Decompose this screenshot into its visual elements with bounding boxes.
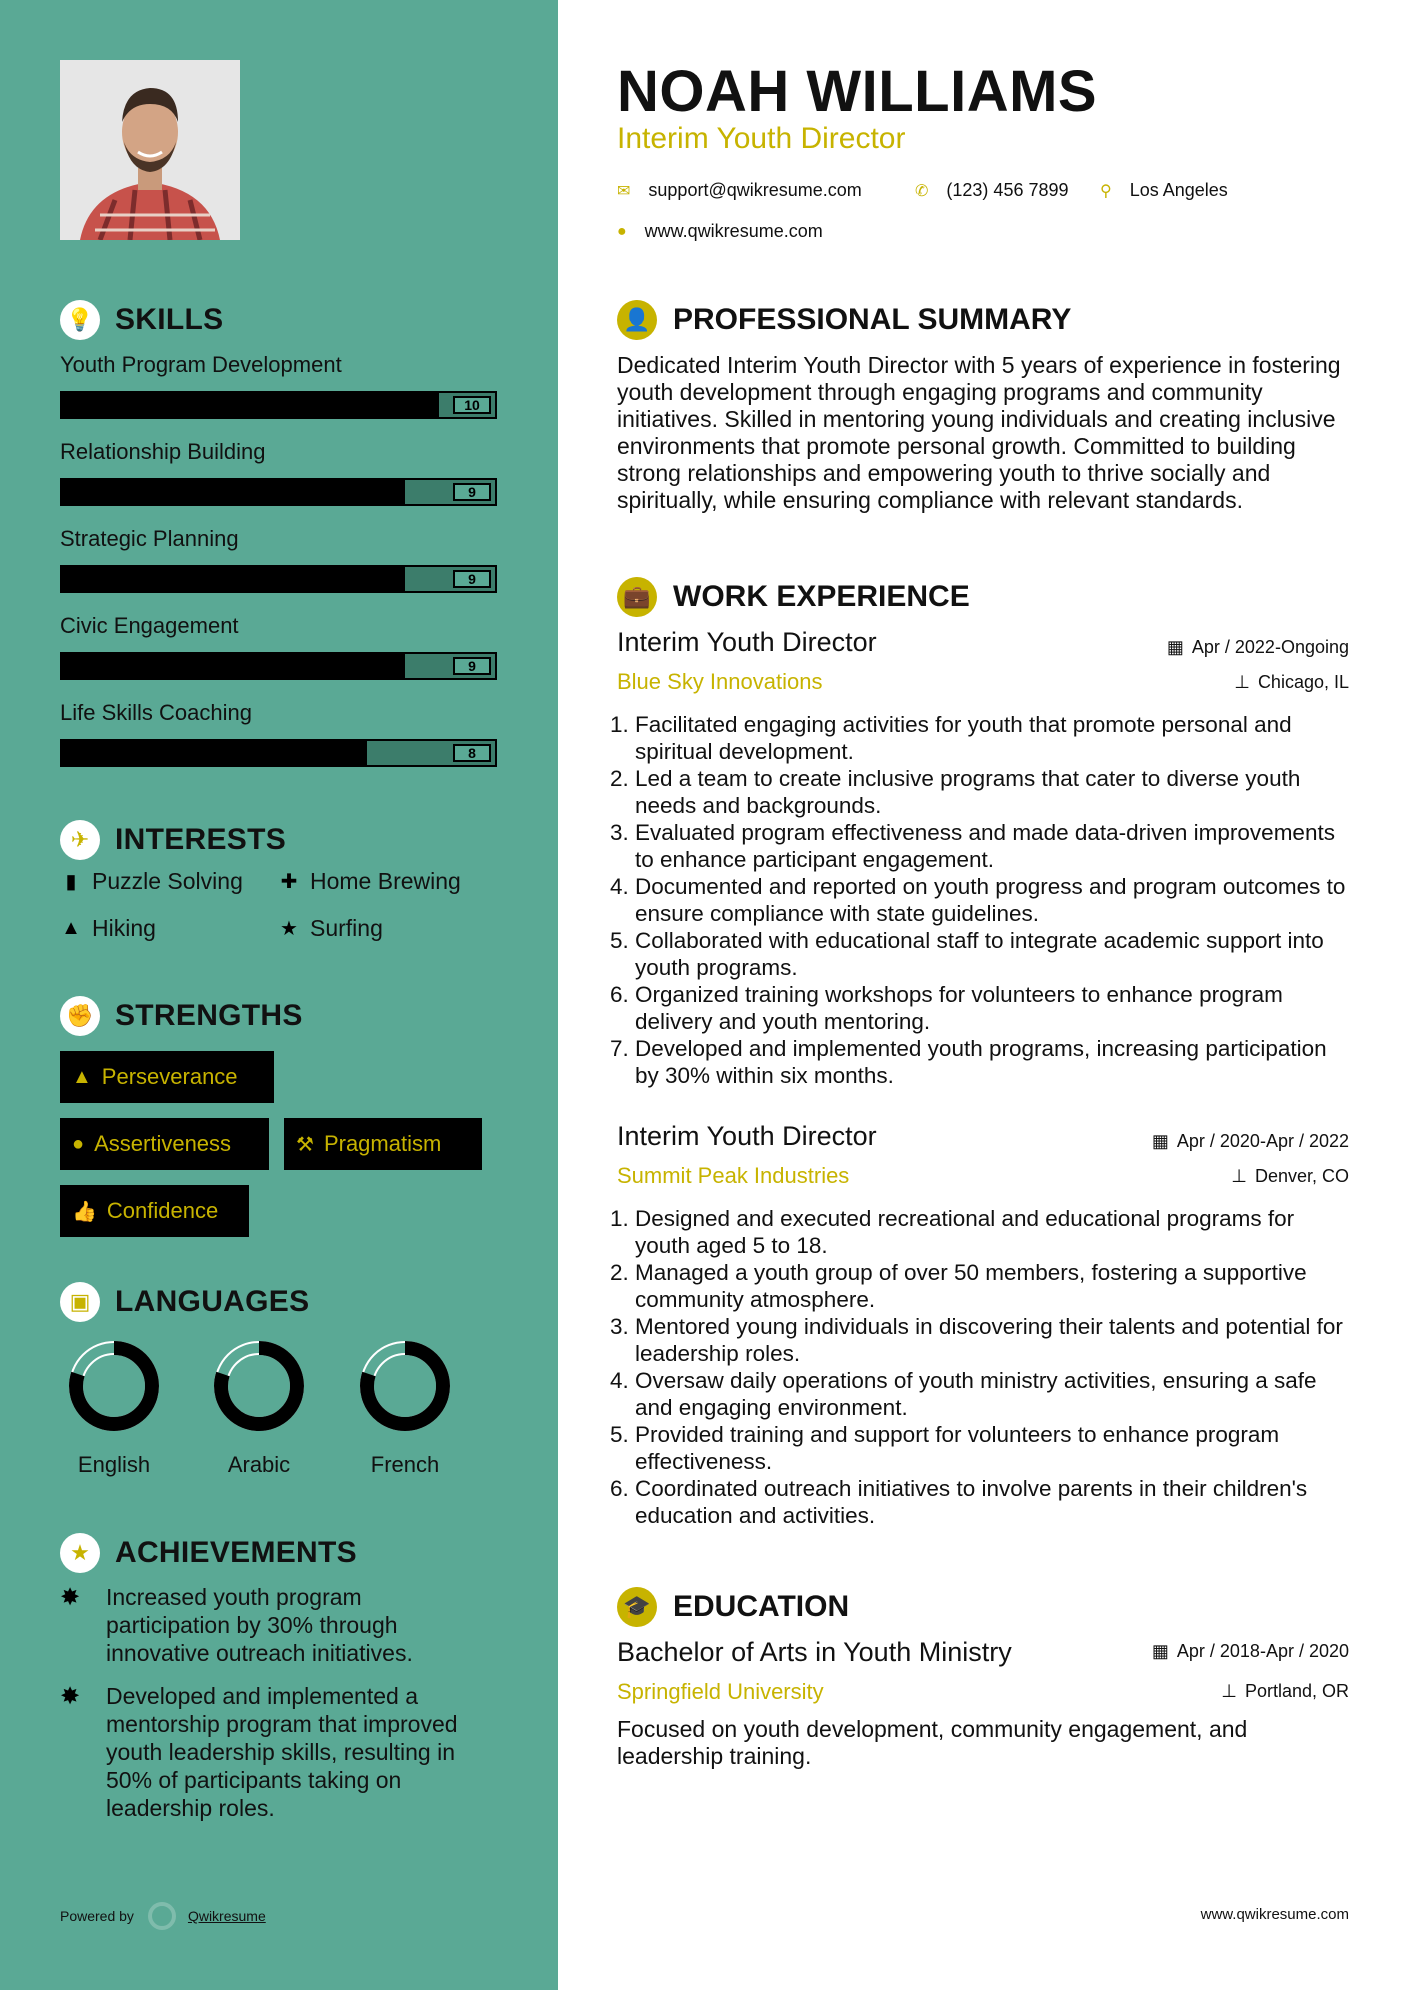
sidebar [0, 0, 558, 1990]
calendar-icon: ▦ [1151, 1131, 1169, 1151]
calendar-icon: ▦ [1166, 637, 1184, 657]
language-ring [211, 1338, 307, 1434]
star-burst-icon: ✸ [60, 1584, 81, 1611]
duty-number: 2. [610, 1260, 629, 1285]
duty-text: Evaluated program effectiveness and made data-driven improvements to enhance participant engagement. [635, 820, 1335, 872]
language-ring [357, 1338, 453, 1434]
contact-location: ⚲ Los Angeles [1100, 180, 1228, 200]
duty-text: Oversaw daily operations of youth ministry activities, ensuring a safe and engaging environment. [635, 1368, 1317, 1420]
education-location: ⊥ Portland, OR [1221, 1681, 1349, 1701]
book-icon: ▮ [65, 871, 77, 893]
skill-level-fill [62, 480, 405, 504]
duty-text: Organized training workshops for volunteers to enhance program delivery and youth mentoring. [635, 982, 1283, 1034]
profile-photo [60, 60, 240, 240]
footer-website[interactable]: www.qwikresume.com [1200, 1906, 1349, 1923]
candidate-name: NOAH WILLIAMS [617, 59, 1098, 124]
duty-item [610, 981, 1350, 1035]
star-burst-icon: ✸ [60, 1683, 81, 1710]
duty-text: Collaborated with educational staff to integrate academic support into youth programs. [635, 928, 1324, 980]
tree-icon: ▲ [61, 917, 81, 939]
powered-by: Powered by Qwikresume [60, 1902, 266, 1930]
interests-heading: ✈ INTERESTS [60, 820, 286, 860]
skill-level-value: 8 [453, 744, 491, 762]
exclamation-icon: ● [72, 1132, 85, 1155]
strength-pragmatism: ⚒ Pragmatism [284, 1118, 482, 1170]
duty-number: 6. [610, 982, 629, 1007]
duty-item [610, 927, 1350, 981]
duty-number: 7. [610, 1036, 629, 1061]
skill-level-value: 9 [453, 657, 491, 675]
skill-level-bar [60, 391, 497, 419]
duty-text: Managed a youth group of over 50 members, fostering a supportive community atmosphere. [635, 1260, 1307, 1312]
interest-home-brewing: ✚ Home Brewing [278, 868, 461, 895]
language-ring [66, 1338, 162, 1434]
job-location: ⊥ Denver, CO [1231, 1166, 1349, 1186]
skill-name: Relationship Building [60, 439, 266, 464]
job-dates: ▦ Apr / 2020-Apr / 2022 [1151, 1131, 1349, 1151]
duty-item [610, 711, 1350, 765]
skill-level-fill [62, 567, 405, 591]
duty-item [610, 1259, 1350, 1313]
strengths-heading: ✊ STRENGTHS [60, 996, 303, 1036]
education-dates: ▦ Apr / 2018-Apr / 2020 [1151, 1641, 1349, 1661]
skill-level-value: 9 [453, 570, 491, 588]
pin-icon: ⊥ [1221, 1681, 1237, 1701]
pin-icon: ⊥ [1231, 1166, 1247, 1186]
duty-item [610, 1475, 1350, 1529]
duty-number: 4. [610, 874, 629, 899]
education-description: Focused on youth development, community engagement, and leadership training. [617, 1716, 1248, 1769]
language-name: French [370, 1452, 440, 1477]
duty-number: 4. [610, 1368, 629, 1393]
star-badge-icon: ★ [60, 1533, 100, 1573]
paper-plane-icon: ✈ [60, 820, 100, 860]
duty-item [610, 1205, 1350, 1259]
star-icon: ★ [280, 918, 298, 940]
duty-text: Provided training and support for volunteers to enhance program effectiveness. [635, 1422, 1280, 1474]
duty-text: Documented and reported on youth progress and program outcomes to ensure compliance with state guidelines. [635, 874, 1346, 926]
duty-number: 5. [610, 1422, 629, 1447]
duty-number: 3. [610, 1314, 629, 1339]
duty-item [610, 1035, 1350, 1089]
job-dates: ▦ Apr / 2022-Ongoing [1166, 637, 1349, 657]
duty-item [610, 873, 1350, 927]
envelope-icon: ✉ [617, 182, 631, 200]
qwikresume-logo-icon [148, 1902, 176, 1930]
duty-number: 5. [610, 928, 629, 953]
strength-confidence: 👍 Confidence [60, 1185, 249, 1237]
road-icon: ▲ [72, 1065, 92, 1088]
duty-item [610, 1421, 1350, 1475]
job-title: Interim Youth Director [617, 1121, 877, 1151]
duty-number: 1. [610, 1206, 629, 1231]
language-icon: ▣ [60, 1282, 100, 1322]
phone-icon: ✆ [915, 182, 929, 200]
duty-number: 6. [610, 1476, 629, 1501]
skill-name: Life Skills Coaching [60, 700, 252, 725]
languages-heading: ▣ LANGUAGES [60, 1282, 309, 1322]
duty-text: Facilitated engaging activities for youth that promote personal and spiritual development. [635, 712, 1292, 764]
strength-assertiveness: ● Assertiveness [60, 1118, 269, 1170]
job-duties [610, 711, 1350, 1089]
summary-heading: 👤 PROFESSIONAL SUMMARY [617, 300, 1071, 340]
contact-website[interactable]: ● www.qwikresume.com [617, 221, 823, 241]
skill-level-value: 9 [453, 483, 491, 501]
duty-text: Developed and implemented youth programs, increasing participation by 30% within six months. [635, 1036, 1327, 1088]
duty-text: Mentored young individuals in discovering their talents and potential for leadership roles. [635, 1314, 1343, 1366]
duty-text: Designed and executed recreational and educational programs for youth aged 5 to 18. [635, 1206, 1295, 1258]
skill-level-bar [60, 565, 497, 593]
achievement-item: ✸ Increased youth program participation by 30% through innovative outreach initiatives. [60, 1584, 413, 1666]
experience-heading: 💼 WORK EXPERIENCE [617, 577, 970, 617]
achievement-item: ✸ Developed and implemented a mentorship program that improved youth leadership skills, resulting in 50% of participants taking on leadership roles. [60, 1683, 458, 1821]
thumbs-up-icon: 👍 [72, 1200, 97, 1223]
job-location: ⊥ Chicago, IL [1234, 672, 1349, 692]
skill-name: Strategic Planning [60, 526, 239, 551]
duty-number: 3. [610, 820, 629, 845]
user-icon: 👤 [617, 300, 657, 340]
interest-hiking: ▲ Hiking [61, 915, 156, 941]
language-name: English [77, 1452, 151, 1477]
interest-surfing: ★ Surfing [278, 915, 383, 942]
skill-name: Youth Program Development [60, 352, 342, 377]
achievements-heading: ★ ACHIEVEMENTS [60, 1533, 357, 1573]
skill-level-bar [60, 652, 497, 680]
gavel-icon: ⚒ [296, 1133, 314, 1156]
education-heading: 🎓 EDUCATION [617, 1587, 849, 1627]
duty-text: Led a team to create inclusive programs that cater to diverse youth needs and backgrounds. [635, 766, 1301, 818]
briefcase-icon: 💼 [617, 577, 657, 617]
education-degree: Bachelor of Arts in Youth Ministry [617, 1637, 1012, 1667]
interest-puzzle-solving: ▮ Puzzle Solving [60, 868, 243, 895]
duty-item [610, 819, 1350, 873]
job-company: Summit Peak Industries [617, 1163, 850, 1188]
strength-perseverance: ▲ Perseverance [60, 1051, 274, 1103]
job-duties [610, 1205, 1350, 1529]
skills-heading: 💡 SKILLS [60, 300, 223, 340]
duty-number: 1. [610, 712, 629, 737]
pin-icon: ⊥ [1234, 672, 1250, 692]
duty-item [610, 1313, 1350, 1367]
skill-level-bar [60, 478, 497, 506]
language-name: Arabic [227, 1452, 291, 1477]
job-company: Blue Sky Innovations [617, 669, 823, 694]
skill-name: Civic Engagement [60, 613, 239, 638]
fist-icon: ✊ [60, 996, 100, 1036]
skill-level-fill [62, 654, 405, 678]
calendar-icon: ▦ [1151, 1641, 1169, 1661]
duty-number: 2. [610, 766, 629, 791]
puzzle-icon: ✚ [280, 871, 298, 893]
skill-level-value: 10 [453, 396, 491, 414]
lightbulb-icon: 💡 [60, 300, 100, 340]
duty-item [610, 765, 1350, 819]
job-title: Interim Youth Director [617, 627, 877, 657]
duty-text: Coordinated outreach initiatives to involve parents in their children's education and activities. [635, 1476, 1308, 1528]
map-pin-icon: ⚲ [1100, 182, 1112, 200]
duty-item [610, 1367, 1350, 1421]
summary-text: Dedicated Interim Youth Director with 5 years of experience in fostering youth development through engaging programs and community initiatives. Skilled in mentoring young individuals and creating inclusive environments that promote personal growth. Committed to building strong relationships and empowering youth to thrive socially and spiritually, while ensuring compliance with relevant standards. [617, 352, 1341, 513]
candidate-role: Interim Youth Director [617, 122, 906, 155]
contact-phone[interactable]: ✆ (123) 456 7899 [915, 180, 1069, 200]
globe-icon: ● [617, 222, 627, 240]
skill-level-fill [62, 741, 367, 765]
skill-level-bar [60, 739, 497, 767]
contact-email[interactable]: ✉ support@qwikresume.com [617, 180, 862, 200]
education-school: Springfield University [617, 1679, 824, 1704]
qwikresume-link[interactable]: Qwikresume [187, 1908, 266, 1924]
graduate-icon: 🎓 [617, 1587, 657, 1627]
skill-level-fill [62, 393, 439, 417]
